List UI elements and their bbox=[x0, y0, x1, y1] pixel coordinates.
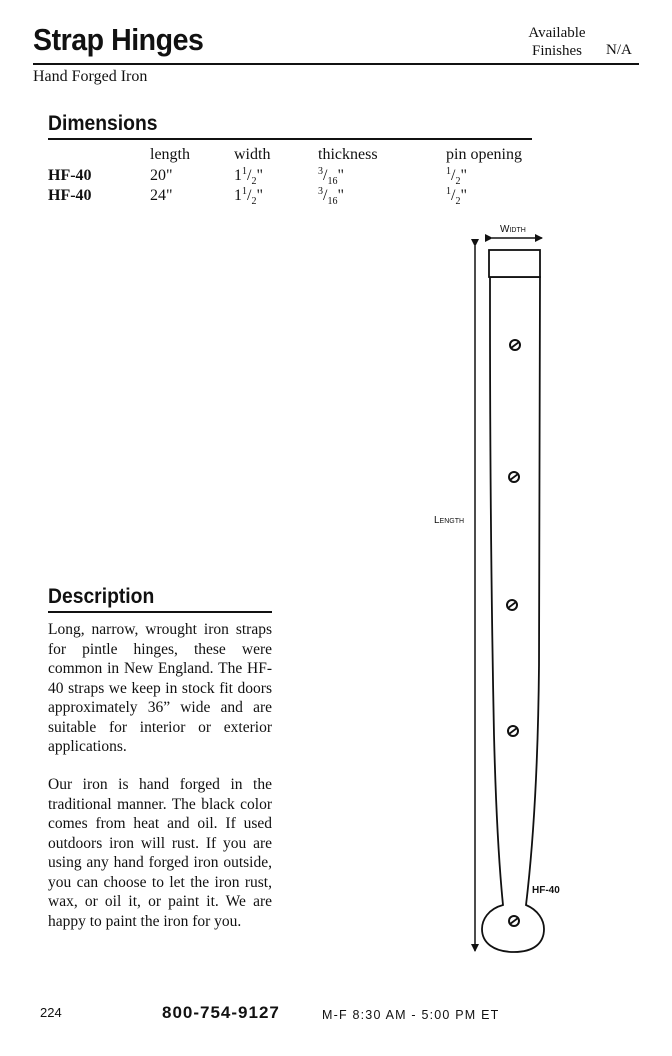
description-body-2 bbox=[48, 775, 272, 931]
row1-thickness: $^3/_{16}$" bbox=[318, 166, 344, 187]
description-paragraph-2: Our iron is hand forged in the traditional manner. The black color comes from heat and oil. If used outdoors iron will rust. If you are using any hand forged iron outside, you can choose to let the iron rust, wax, or oil it, or paint it. We are happy to paint the iron for you. bbox=[48, 776, 272, 930]
col-pin-opening: pin opening bbox=[446, 146, 522, 163]
strap-outline bbox=[482, 277, 544, 952]
finishes-value: N/A bbox=[606, 42, 632, 58]
page-subtitle: Hand Forged Iron bbox=[33, 68, 148, 85]
phone-number: 800-754-9127 bbox=[162, 1003, 280, 1022]
finishes-label-line2: Finishes bbox=[531, 43, 582, 59]
description-divider bbox=[48, 611, 272, 613]
row1-length: 20" bbox=[150, 167, 173, 184]
finishes-label-line1: Available bbox=[528, 25, 586, 41]
strap-hinge-diagram bbox=[420, 215, 580, 965]
description-heading: Description bbox=[48, 585, 155, 608]
finishes-label bbox=[512, 24, 602, 60]
length-label: Length bbox=[434, 515, 465, 526]
title-divider bbox=[33, 63, 639, 65]
col-width: width bbox=[234, 146, 271, 163]
screw-hole-3-icon bbox=[507, 600, 517, 610]
page-title: Strap Hinges bbox=[33, 22, 204, 57]
row2-thickness: $^3/_{16}$" bbox=[318, 186, 344, 207]
description-body bbox=[48, 620, 272, 757]
business-hours: M-F 8:30 AM - 5:00 PM ET bbox=[322, 1008, 500, 1022]
col-thickness: thickness bbox=[318, 146, 378, 163]
row1-width: $1^1/_2$" bbox=[234, 166, 263, 187]
row1-model: HF-40 bbox=[48, 167, 92, 184]
screw-hole-4-icon bbox=[508, 726, 518, 736]
strap-end-cap bbox=[489, 250, 540, 277]
description-paragraph-1: Long, narrow, wrought iron straps for pintle hinges, these were common in New England. The HF-40 straps we keep in stock fit doors approximately 36” wide and are suitable for interior or exterior applications. bbox=[48, 621, 272, 755]
screw-hole-2-icon bbox=[509, 472, 519, 482]
page-number: 224 bbox=[40, 1005, 62, 1020]
dimensions-heading: Dimensions bbox=[48, 112, 158, 135]
row1-pin-opening: $^1/_2$" bbox=[446, 166, 467, 187]
row2-length: 24" bbox=[150, 187, 173, 204]
width-label: Width bbox=[500, 224, 526, 235]
model-label: HF-40 bbox=[532, 885, 560, 896]
screw-hole-5-icon bbox=[509, 916, 519, 926]
dimensions-divider bbox=[48, 138, 532, 140]
row2-width: $1^1/_2$" bbox=[234, 186, 263, 207]
screw-hole-1-icon bbox=[510, 340, 520, 350]
row2-model: HF-40 bbox=[48, 187, 92, 204]
col-length: length bbox=[150, 146, 190, 163]
row2-pin-opening: $^1/_2$" bbox=[446, 186, 467, 207]
